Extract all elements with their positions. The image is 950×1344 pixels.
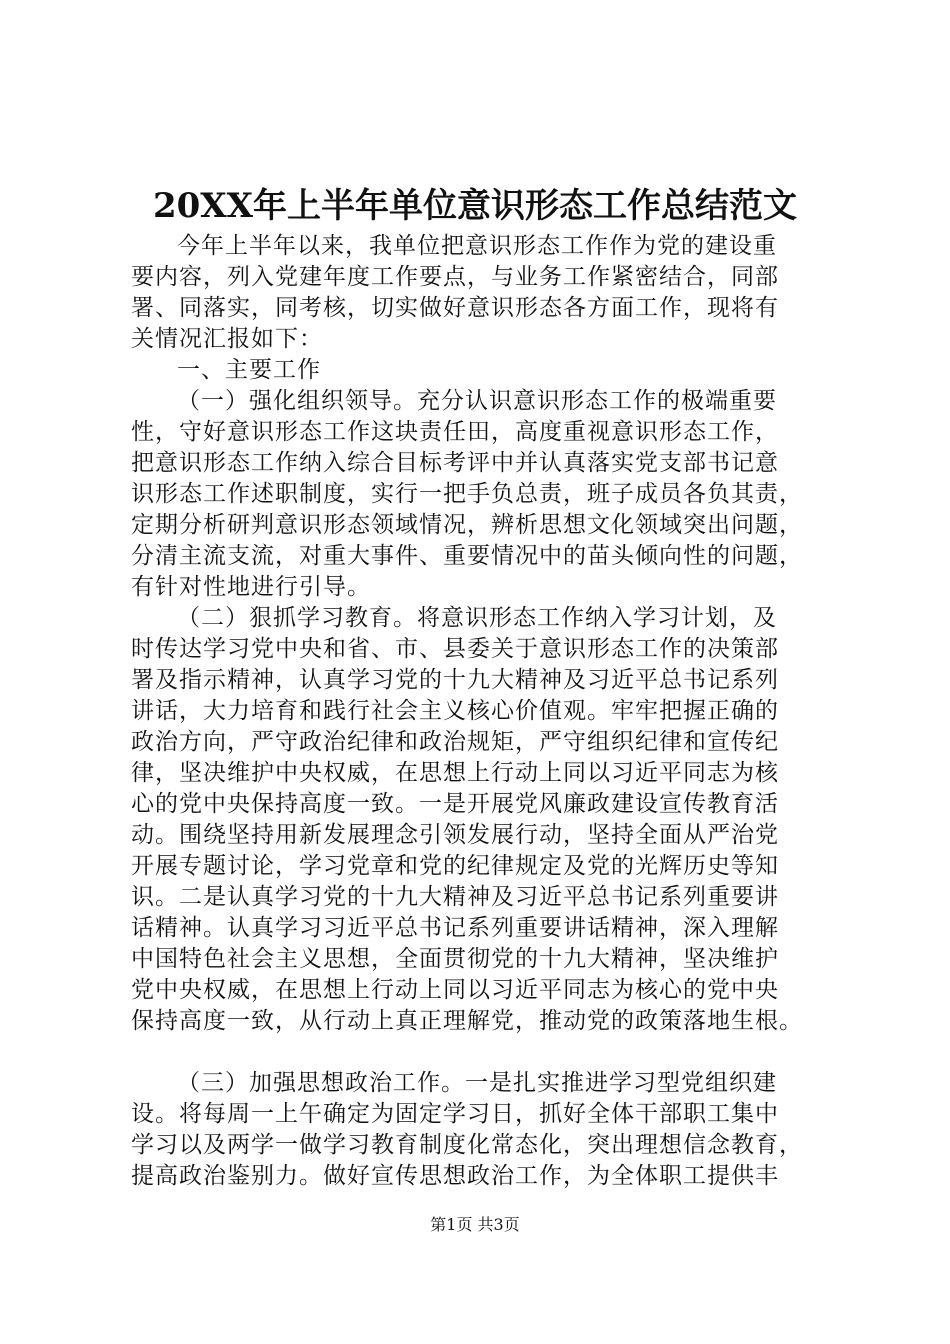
para2-line-1: （二）狠抓学习教育。将意识形态工作纳入学习计划，及 — [177, 605, 777, 631]
para2-line-9: 开展专题讨论，学习党章和党的纪律规定及党的光辉历史等知 — [131, 853, 779, 879]
section-heading-main-work: 一、主要工作 — [177, 357, 321, 383]
para3-line-4: 提高政治鉴别力。做好宣传思想政治工作，为全体职工提供丰 — [131, 1163, 779, 1189]
para3-line-2: 设。将每周一上午确定为固定学习日，抓好全体干部职工集中 — [131, 1101, 779, 1127]
intro-line-2: 要内容，列入党建年度工作要点，与业务工作紧密结合，同部 — [131, 264, 779, 290]
para1-line-1: （一）强化组织领导。充分认识意识形态工作的极端重要 — [177, 388, 777, 414]
paragraph-gap — [131, 1037, 831, 1068]
para2-line-10: 识。二是认真学习党的十九大精神及习近平总书记系列重要讲 — [131, 884, 779, 910]
para2-line-5: 政治方向，严守政治纪律和政治规矩，严守组织纪律和宣传纪 — [131, 729, 779, 755]
intro-line-3: 署、同落实，同考核，切实做好意识形态各方面工作，现将有 — [131, 295, 779, 321]
para1-line-3: 把意识形态工作纳入综合目标考评中并认真落实党支部书记意 — [131, 450, 779, 476]
para2-line-8: 动。围绕坚持用新发展理念引领发展行动，坚持全面从严治党 — [131, 822, 779, 848]
para1-line-5: 定期分析研判意识形态领域情况，辨析思想文化领域突出问题， — [131, 512, 803, 538]
para2-line-4: 讲话，大力培育和践行社会主义核心价值观。牢牢把握正确的 — [131, 698, 779, 724]
document-body — [131, 231, 831, 1192]
intro-line-4: 关情况汇报如下： — [131, 326, 323, 352]
para2-line-14: 保持高度一致，从行动上真正理解党，推动党的政策落地生根。 — [131, 1008, 803, 1034]
para2-line-7: 心的党中央保持高度一致。一是开展党风廉政建设宣传教育活 — [131, 791, 779, 817]
para1-line-4: 识形态工作述职制度，实行一把手负总责，班子成员各负其责， — [131, 481, 803, 507]
para2-line-12: 中国特色社会主义思想，全面贯彻党的十九大精神，坚决维护 — [131, 946, 779, 972]
para1-line-2: 性，守好意识形态工作这块责任田，高度重视意识形态工作， — [131, 419, 779, 445]
para2-line-6: 律，坚决维护中央权威，在思想上行动上同以习近平同志为核 — [131, 760, 779, 786]
para2-line-13: 党中央权威，在思想上行动上同以习近平同志为核心的党中央 — [131, 977, 779, 1003]
para1-line-6: 分清主流支流，对重大事件、重要情况中的苗头倾向性的问题， — [131, 543, 803, 569]
para2-line-11: 话精神。认真学习习近平总书记系列重要讲话精神，深入理解 — [131, 915, 779, 941]
para3-line-1: （三）加强思想政治工作。一是扎实推进学习型党组织建 — [177, 1070, 777, 1096]
document-title: 20XX年上半年单位意识形态工作总结范文 — [152, 186, 798, 226]
para2-line-2: 时传达学习党中央和省、市、县委关于意识形态工作的决策部 — [131, 636, 779, 662]
page-footer: 第1页 共3页 — [430, 1215, 520, 1234]
para2-line-3: 署及指示精神，认真学习党的十九大精神及习近平总书记系列 — [131, 667, 779, 693]
para3-line-3: 学习以及两学一做学习教育制度化常态化，突出理想信念教育， — [131, 1132, 803, 1158]
para1-line-7: 有针对性地进行引导。 — [131, 574, 371, 600]
intro-line-1: 今年上半年以来，我单位把意识形态工作作为党的建设重 — [177, 233, 777, 259]
